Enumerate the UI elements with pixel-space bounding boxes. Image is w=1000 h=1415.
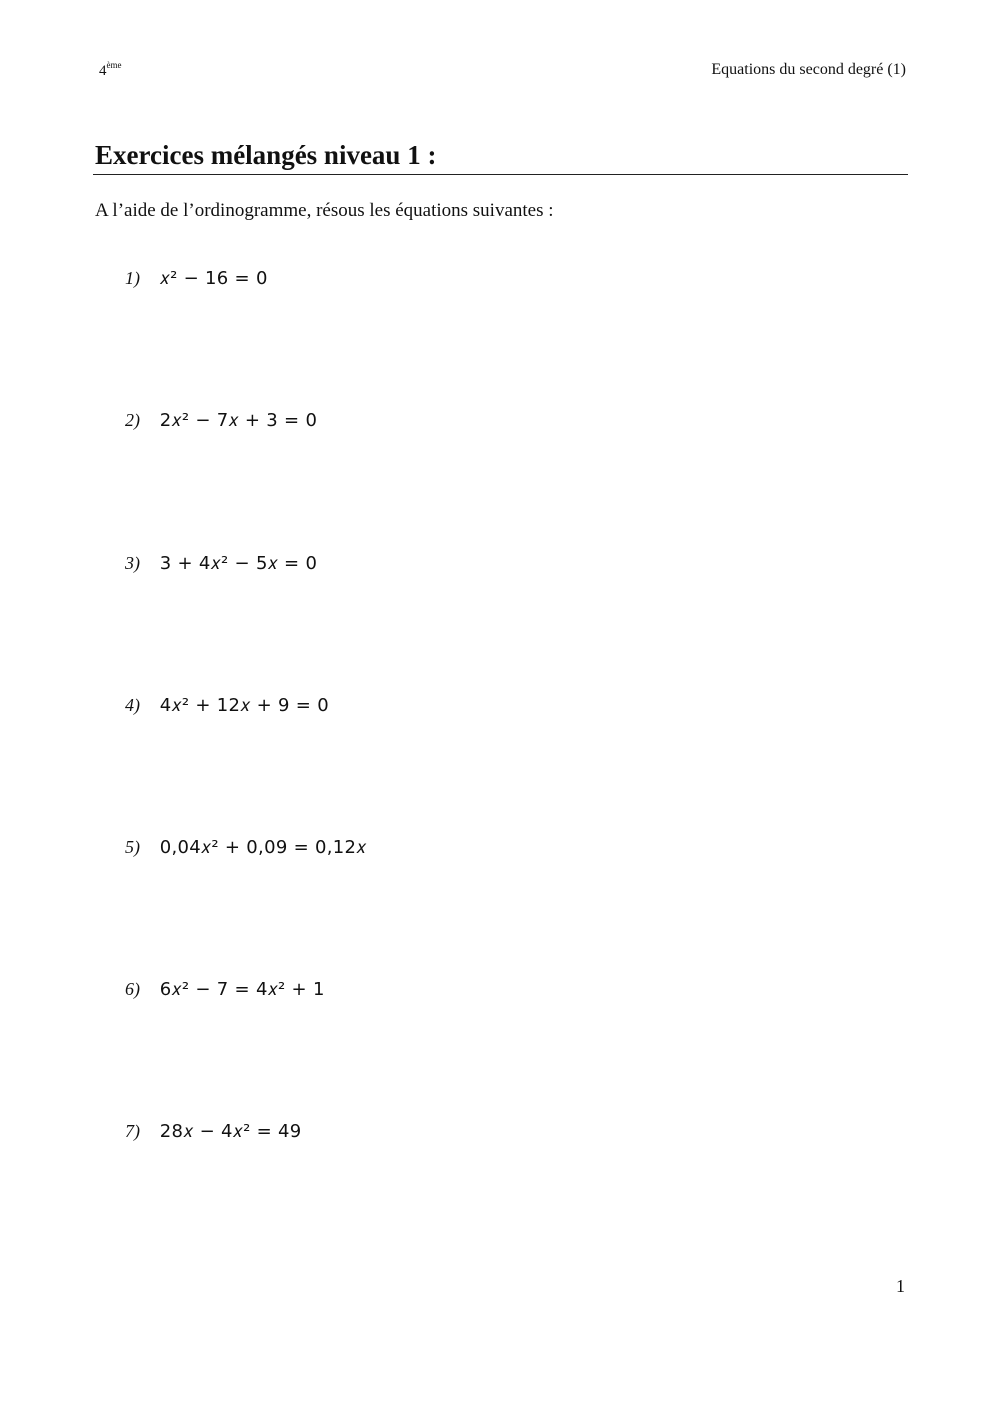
page-number: 1 bbox=[896, 1276, 905, 1296]
exercise-equation: 6𝑥² − 7 = 4𝑥² + 1 bbox=[159, 979, 325, 1000]
grade-level bbox=[99, 60, 122, 80]
exercise-item bbox=[125, 1121, 302, 1143]
exercise-item bbox=[125, 410, 317, 432]
exercise-item bbox=[125, 979, 325, 1001]
title-underline bbox=[93, 174, 908, 175]
exercise-number: 4) bbox=[125, 695, 140, 715]
exercise-number: 3) bbox=[125, 553, 140, 573]
exercise-number: 7) bbox=[125, 1121, 140, 1141]
exercise-equation: 3 + 4𝑥² − 5𝑥 = 0 bbox=[159, 553, 318, 574]
exercise-item bbox=[125, 837, 367, 859]
exercise-equation: 28𝑥 − 4𝑥² = 49 bbox=[159, 1121, 302, 1142]
exercise-number: 6) bbox=[125, 979, 140, 999]
grade-suffix: ème bbox=[106, 60, 122, 70]
exercise-item bbox=[125, 695, 329, 717]
exercise-item bbox=[125, 268, 268, 290]
exercise-equation: 2𝑥² − 7𝑥 + 3 = 0 bbox=[159, 410, 318, 431]
exercise-item bbox=[125, 553, 317, 575]
exercise-number: 5) bbox=[125, 837, 140, 857]
exercise-number: 2) bbox=[125, 410, 140, 430]
page-title: Exercices mélangés niveau 1 : bbox=[95, 140, 437, 170]
grade-number: 4 bbox=[99, 63, 107, 79]
instruction-text: A l’aide de l’ordinogramme, résous les équations suivantes : bbox=[95, 200, 554, 221]
exercise-equation: 𝑥² − 16 = 0 bbox=[159, 268, 268, 289]
exercise-number: 1) bbox=[125, 268, 140, 288]
exercise-equation: 4𝑥² + 12𝑥 + 9 = 0 bbox=[159, 695, 329, 716]
chapter-title: Equations du second degré (1) bbox=[711, 61, 906, 78]
exercise-equation: 0,04𝑥² + 0,09 = 0,12𝑥 bbox=[159, 837, 367, 858]
